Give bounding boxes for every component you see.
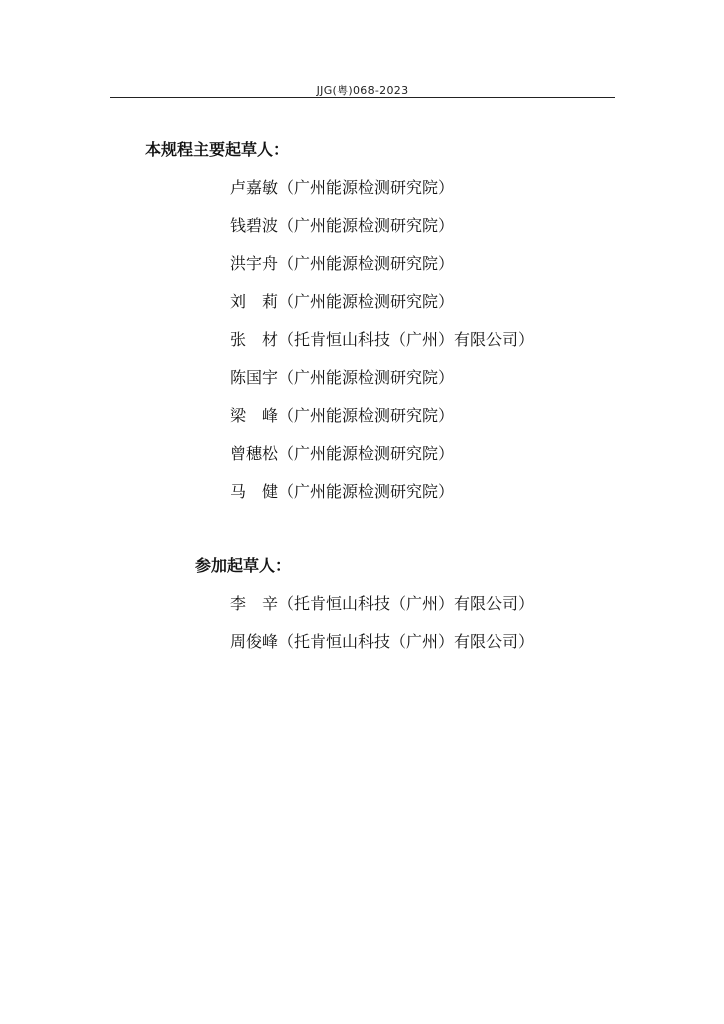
drafter-org: （广州能源检测研究院）	[278, 216, 455, 235]
list-item	[230, 406, 534, 444]
drafter-org: （广州能源检测研究院）	[278, 482, 455, 501]
drafter-org: （托肯恒山科技（广州）有限公司）	[278, 632, 535, 651]
drafter-org: （广州能源检测研究院）	[278, 254, 455, 273]
list-item	[230, 254, 534, 292]
list-item	[230, 368, 534, 406]
drafter-name: 梁 峰	[230, 406, 279, 425]
list-item	[230, 444, 534, 482]
list-item	[230, 482, 534, 520]
drafter-name: 曾穗松	[230, 444, 279, 463]
drafter-name: 李 辛	[230, 594, 279, 613]
main-drafters-title: 本规程主要起草人：	[145, 140, 290, 159]
list-item	[230, 330, 534, 368]
main-drafters-list	[230, 178, 534, 520]
drafter-name: 钱碧波	[230, 216, 279, 235]
list-item	[230, 594, 534, 632]
drafter-name: 周俊峰	[230, 632, 279, 651]
participating-drafters-list	[230, 594, 534, 670]
document-code-header: JJG(粤)068-2023	[316, 84, 409, 97]
drafter-name: 刘 莉	[230, 292, 279, 311]
drafter-name: 马 健	[230, 482, 279, 501]
drafter-name: 张 材	[230, 330, 279, 349]
list-item	[230, 216, 534, 254]
participating-drafters-title: 参加起草人：	[195, 556, 292, 575]
drafter-org: （广州能源检测研究院）	[278, 406, 455, 425]
drafter-name: 陈国宇	[230, 368, 279, 387]
header-divider	[110, 97, 615, 98]
drafter-org: （托肯恒山科技（广州）有限公司）	[278, 330, 535, 349]
drafter-org: （托肯恒山科技（广州）有限公司）	[278, 594, 535, 613]
drafter-org: （广州能源检测研究院）	[278, 292, 455, 311]
list-item	[230, 292, 534, 330]
drafter-org: （广州能源检测研究院）	[278, 178, 455, 197]
drafter-name: 卢嘉敏	[230, 178, 279, 197]
drafter-org: （广州能源检测研究院）	[278, 368, 455, 387]
drafter-name: 洪宇舟	[230, 254, 279, 273]
drafter-org: （广州能源检测研究院）	[278, 444, 455, 463]
list-item	[230, 632, 534, 670]
list-item	[230, 178, 534, 216]
